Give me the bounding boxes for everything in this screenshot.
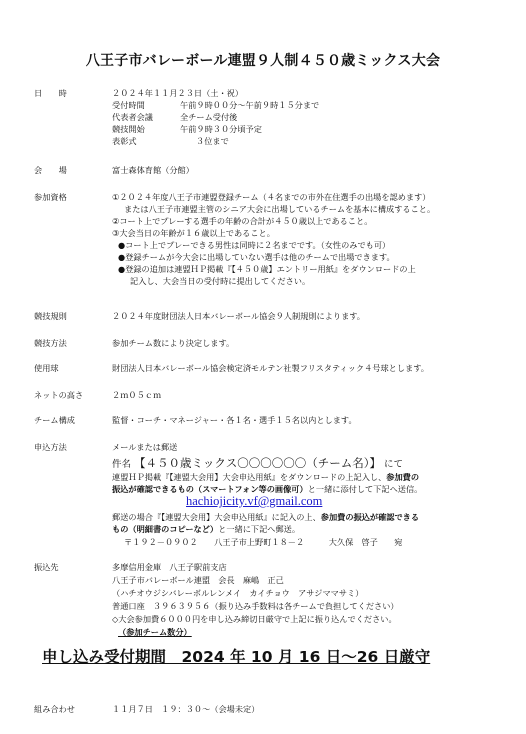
bank-line-3: （ハチオウジシバレーボルレンメイ カイチョウ アサジママサミ） xyxy=(112,588,364,598)
label-ball: 使用球 xyxy=(34,363,59,373)
eligibility-line-3: ②コート上でプレーする選手の年齢の合計が４５０歳以上であること。 xyxy=(112,216,373,226)
schedule-key-meeting: 代表者会議 xyxy=(112,112,153,122)
label-draw: 組み合わせ xyxy=(34,704,75,714)
event-date: ２０２４年１１月２３日（土・祝） xyxy=(112,88,244,98)
eligibility-line-1: ①２０２４年度八王子市連盟登録チーム（４名までの市外在住選手の出場を認めます） xyxy=(112,192,431,202)
apply-line-7-bold: もの（明細書のコピーなど） xyxy=(112,524,219,534)
bank-line-4: 普通口座 ３９６３９５６（振り込み手数料は各チームで負担してください） xyxy=(112,601,399,611)
label-bank: 振込先 xyxy=(34,562,59,572)
bank-line-2: 八王子市バレーボール連盟 会長 麻嶋 正己 xyxy=(112,575,284,585)
eligibility-line-4: ③大会当日の年齢が１６歳以上であること。 xyxy=(112,228,275,238)
schedule-key-award: 表彰式 xyxy=(112,136,137,146)
format: 参加チーム数により決定します。 xyxy=(112,338,235,348)
label-net: ネットの高さ xyxy=(34,390,84,400)
eligibility-line-5: ●コート上でプレーできる男性は同時に２名までです。（女性のみでも可） xyxy=(118,240,391,250)
label-eligibility: 参加資格 xyxy=(34,192,67,202)
postal-address: 〒１９２－０９０２ 八王子市上野町１８－２ 大久保 啓子 宛 xyxy=(124,537,403,547)
rules: ２０２４年度財団法人日本バレーボール協会９人制規則によります。 xyxy=(112,311,365,321)
label-venue: 会 場 xyxy=(34,165,67,175)
schedule-value-meeting: 全チーム受付後 xyxy=(180,112,238,122)
schedule-key-reception: 受付時間 xyxy=(112,100,145,110)
draw-schedule: １１月７日 １９：３０～（会場未定） xyxy=(112,704,260,714)
apply-line-6 xyxy=(112,512,419,523)
schedule-value-start: 午前９時３０分頃予定 xyxy=(180,124,262,134)
label-team: チーム構成 xyxy=(34,415,75,425)
page-title: 八王子市バレーボール連盟９人制４５０歳ミックス大会 xyxy=(85,53,441,69)
apply-subject: 【４５０歳ミックス〇〇〇〇〇〇（チーム名）】 xyxy=(134,456,381,470)
email-link[interactable]: hachiojicity.vf@gmail.com xyxy=(186,494,323,508)
ball: 財団法人日本バレーボール協会検定済モルテン社製フリスタティック４号球とします。 xyxy=(112,363,429,373)
eligibility-line-2: または八王子市連盟主管のシニア大会に出場しているチームを基本に構成すること。 xyxy=(124,204,436,214)
application-period: 申し込み受付期間 2024 年 10 月 16 日～26 日厳守 xyxy=(42,648,431,666)
schedule-value-reception: 午前９時００分～午前９時１５分まで xyxy=(180,100,320,110)
bank-line-5: ◇大会参加費６０００円を申し込み締切日厳守で上記に振り込んでください。 xyxy=(112,614,397,624)
label-date: 日 時 xyxy=(34,88,67,98)
bank-line-6: （参加チーム数分） xyxy=(118,627,192,637)
eligibility-line-6: ●登録チームが今大会に出場していない選手は他のチームで出場できます。 xyxy=(118,252,395,262)
team-composition: 監督・コーチ・マネージャー・各１名・選手１５名以内とします。 xyxy=(112,415,357,425)
apply-subject-suffix: にて xyxy=(383,459,403,470)
apply-line-3 xyxy=(112,472,419,483)
apply-line-4-bold: 振込が確認できるもの（スマートフォン等の画像可） xyxy=(112,484,308,494)
apply-line-7 xyxy=(112,524,300,535)
net-height: ２ｍ０５ｃｍ xyxy=(112,390,162,400)
apply-line-7-text: と一緒に下記へ郵送。 xyxy=(218,524,301,534)
label-apply: 申込方法 xyxy=(34,442,67,452)
apply-line-3-text: 連盟ＨＰ掲載『【連盟大会用】大会申込用紙』をダウンロードの上記入し、 xyxy=(112,472,387,482)
label-rules: 競技規則 xyxy=(34,311,67,321)
apply-subject-prefix: 件名 xyxy=(112,459,132,470)
apply-line-4-text: と一緒に添付して下記へ送信。 xyxy=(307,484,423,494)
bank-line-1: 多摩信用金庫 八王子駅前支店 xyxy=(112,562,227,572)
schedule-value-award: ３位まで xyxy=(196,136,229,146)
schedule-key-start: 競技開始 xyxy=(112,124,145,134)
apply-line-6-bold: 参加費の振込が確認できる xyxy=(320,512,420,522)
label-format: 競技方法 xyxy=(34,338,67,348)
eligibility-line-7: ●登録の追加は連盟ＨＰ掲載『【４５０歳】エントリー用紙』をダウンロードの上 xyxy=(118,264,416,274)
eligibility-line-8: 記入し、大会当日の受付時に提出してください。 xyxy=(130,276,311,286)
apply-subject-line xyxy=(112,456,403,471)
apply-line-1: メールまたは郵送 xyxy=(112,442,178,452)
apply-line-3-bold: 参加費の xyxy=(386,472,420,482)
apply-line-6-text: 郵送の場合『【連盟大会用】大会申込用紙』に記入の上、 xyxy=(112,512,321,522)
venue: 富士森体育館（分館） xyxy=(112,165,194,175)
